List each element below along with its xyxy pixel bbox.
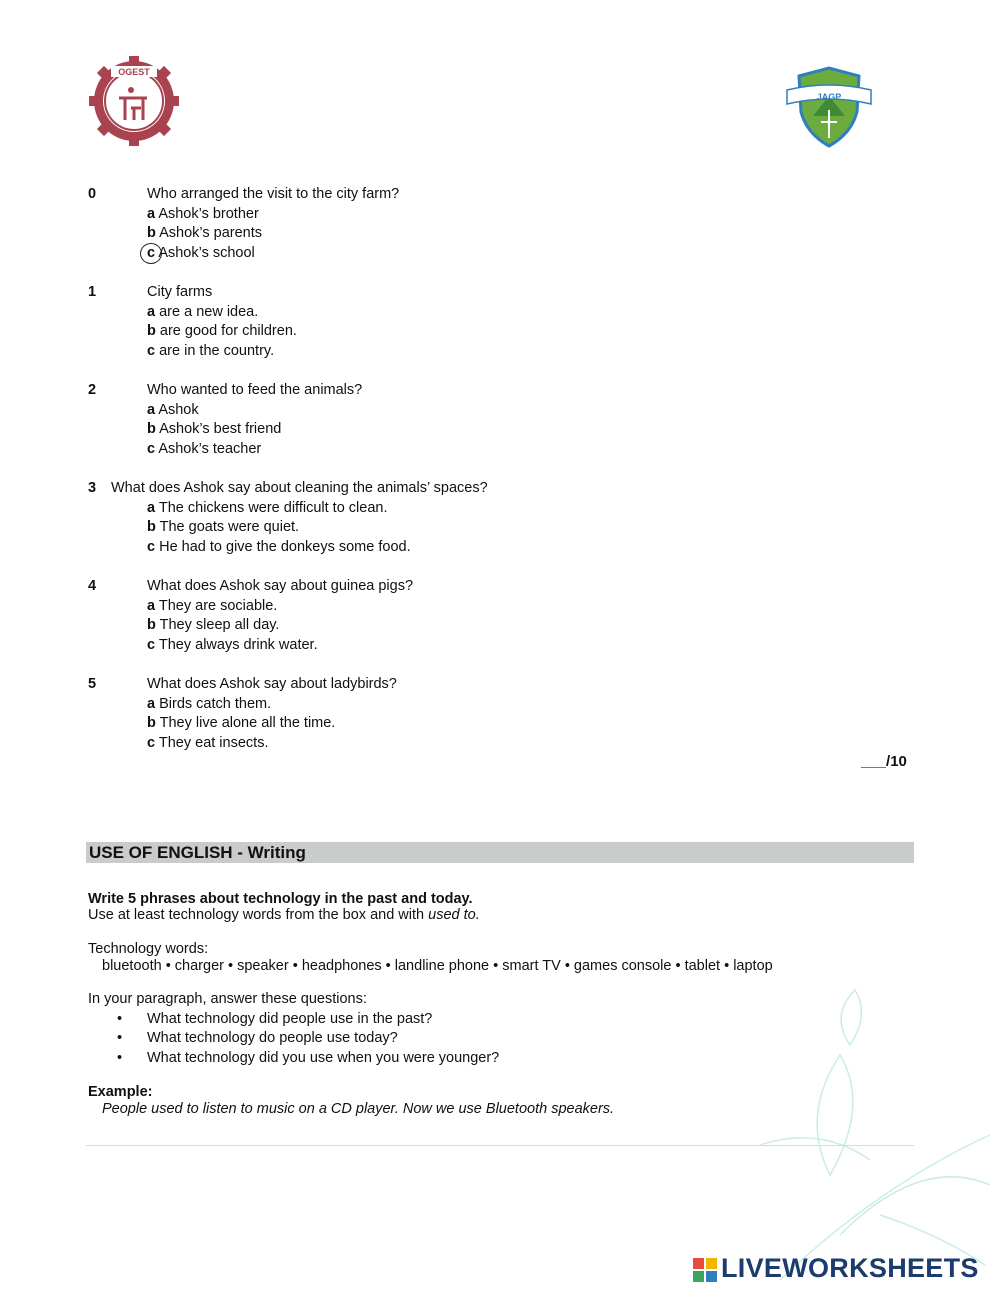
- answer-circle-mark: [140, 243, 162, 264]
- ogest-logo-text: OGEST: [118, 67, 150, 77]
- question-text: City farms: [147, 284, 213, 300]
- option-b[interactable]: b They sleep all day.: [147, 617, 280, 633]
- option-c[interactable]: c They eat insects.: [147, 735, 269, 751]
- live-badge-icon: [693, 1258, 717, 1282]
- option-c[interactable]: c He had to give the donkeys some food.: [147, 539, 411, 555]
- jagp-logo-text: JAGP: [816, 92, 842, 102]
- option-c[interactable]: c They always drink water.: [147, 637, 318, 653]
- technology-words-label: Technology words:: [88, 941, 209, 957]
- question-text: Who arranged the visit to the city farm?: [147, 186, 400, 202]
- bullet-icon: •: [117, 1030, 123, 1046]
- option-b[interactable]: b are good for children.: [147, 323, 297, 339]
- option-a[interactable]: a Ashok’s brother: [147, 206, 259, 222]
- writing-instruction-bold: Write 5 phrases about technology in the past and today.: [88, 891, 473, 907]
- option-b[interactable]: b Ashok’s parents: [147, 225, 262, 241]
- question-number: 4: [88, 578, 97, 594]
- bullet-question: What technology do people use today?: [147, 1030, 398, 1046]
- option-c-selected[interactable]: c Ashok’s school: [147, 245, 255, 261]
- question-text: What does Ashok say about guinea pigs?: [147, 578, 414, 594]
- question-text: What does Ashok say about cleaning the animals’ spaces?: [111, 480, 488, 496]
- example-text: People used to listen to music on a CD player. Now we use Bluetooth speakers.: [102, 1101, 615, 1117]
- option-a[interactable]: a are a new idea.: [147, 304, 259, 320]
- option-b[interactable]: b Ashok’s best friend: [147, 421, 282, 437]
- liveworksheets-logo[interactable]: [693, 1253, 993, 1286]
- question-text: Who wanted to feed the animals?: [147, 382, 363, 398]
- section-title: USE OF ENGLISH - Writing: [89, 843, 306, 862]
- score-field[interactable]: ___/10: [861, 753, 907, 770]
- option-c[interactable]: c Ashok’s teacher: [147, 441, 262, 457]
- liveworksheets-brand: LIVEWORKSHEETS: [721, 1253, 979, 1283]
- option-b[interactable]: b The goats were quiet.: [147, 519, 300, 535]
- option-a[interactable]: a Birds catch them.: [147, 696, 272, 712]
- question-number: 5: [88, 676, 97, 692]
- questions-intro: In your paragraph, answer these questions:: [88, 991, 367, 1007]
- question-number: 3: [88, 480, 97, 496]
- bullet-icon: •: [117, 1050, 123, 1066]
- section-header-bar: [86, 842, 914, 863]
- writing-instruction: Use at least technology words from the box and with used to.: [88, 907, 480, 923]
- bullet-question: What technology did people use in the past?: [147, 1011, 433, 1027]
- jagp-crest-logo: [785, 66, 873, 148]
- question-number: 2: [88, 382, 97, 398]
- leaf-watermark-icon: [760, 985, 995, 1285]
- option-b[interactable]: b They live alone all the time.: [147, 715, 336, 731]
- question-text: What does Ashok say about ladybirds?: [147, 676, 397, 692]
- option-a[interactable]: a Ashok: [147, 402, 199, 418]
- question-number: 1: [88, 284, 97, 300]
- option-a[interactable]: a The chickens were difficult to clean.: [147, 500, 388, 516]
- option-c[interactable]: c are in the country.: [147, 343, 275, 359]
- ogest-logo: [85, 56, 183, 146]
- option-a[interactable]: a They are sociable.: [147, 598, 278, 614]
- bullet-question: What technology did you use when you were younger?: [147, 1050, 500, 1066]
- example-label: Example:: [88, 1084, 153, 1100]
- bullet-icon: •: [117, 1011, 123, 1027]
- technology-words-list: bluetooth • charger • speaker • headphones • landline phone • smart TV • games console • tablet • laptop: [102, 958, 773, 974]
- question-number: 0: [88, 186, 97, 202]
